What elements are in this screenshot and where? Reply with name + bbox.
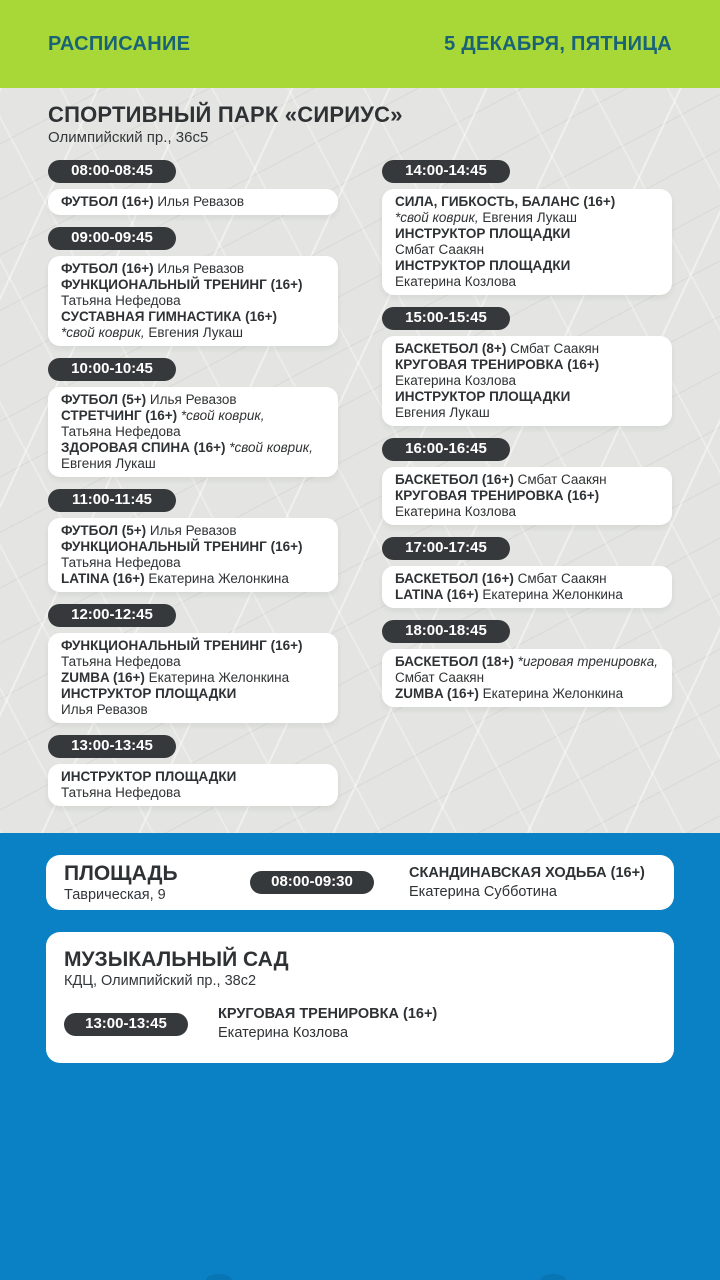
schedule-line: Екатерина Козлова: [395, 504, 517, 519]
time-pill: 13:00-13:45: [48, 735, 176, 758]
schedule-line: ФУТБОЛ (5+) Илья Ревазов: [61, 392, 237, 407]
schedule-columns: [48, 160, 672, 818]
time-pill: 12:00-12:45: [48, 604, 176, 627]
schedule-card: [48, 189, 338, 215]
schedule-line: ZUMBA (16+) Екатерина Желонкина: [395, 686, 624, 701]
schedule-block: [48, 489, 338, 592]
activity-title: КРУГОВАЯ ТРЕНИРОВКА (16+): [218, 1006, 438, 1022]
schedule-block: [382, 307, 672, 426]
schedule-block: [382, 537, 672, 608]
activity-block: [409, 864, 645, 902]
time-pill: 11:00-11:45: [48, 489, 176, 512]
schedule-column-right: [382, 160, 672, 818]
activity-person: Екатерина Козлова: [218, 1025, 349, 1041]
schedule-line: СТРЕТЧИНГ (16+) *свой коврик,: [61, 408, 265, 423]
schedule-line: Илья Ревазов: [61, 702, 148, 717]
page-title: РАСПИСАНИЕ: [48, 32, 191, 55]
schedule-line: Смбат Саакян: [395, 242, 485, 257]
schedule-line: ИНСТРУКТОР ПЛОЩАДКИ: [395, 258, 571, 273]
schedule-line: *свой коврик, Евгения Лукаш: [61, 325, 244, 340]
schedule-card: [48, 387, 338, 477]
time-pill: 16:00-16:45: [382, 438, 510, 461]
schedule-line: ЗДОРОВАЯ СПИНА (16+) *свой коврик,: [61, 440, 313, 455]
main-venue-address: Олимпийский пр., 36с5: [48, 129, 209, 146]
schedule-card: [48, 764, 338, 806]
schedule-line: LATINA (16+) Екатерина Желонкина: [395, 587, 623, 602]
venue-name: МУЗЫКАЛЬНЫЙ САД: [64, 948, 289, 971]
schedule-line: БАСКЕТБОЛ (16+) Смбат Саакян: [395, 571, 607, 586]
schedule-line: ФУТБОЛ (16+) Илья Ревазов: [61, 261, 245, 276]
venue-card-plaza: [46, 855, 674, 910]
schedule-line: ИНСТРУКТОР ПЛОЩАДКИ: [395, 226, 571, 241]
schedule-line: ФУНКЦИОНАЛЬНЫЙ ТРЕНИНГ (16+): [61, 539, 303, 554]
venue-name: ПЛОЩАДЬ: [64, 861, 178, 885]
schedule-block: [48, 227, 338, 346]
schedule-line: ФУНКЦИОНАЛЬНЫЙ ТРЕНИНГ (16+): [61, 277, 303, 292]
venue-address: КДЦ, Олимпийский пр., 38с2: [64, 973, 257, 989]
schedule-line: Татьяна Нефедова: [61, 424, 181, 439]
schedule-line: БАСКЕТБОЛ (16+) Смбат Саакян: [395, 472, 607, 487]
schedule-block: [48, 160, 338, 215]
time-pill: 08:00-09:30: [250, 871, 374, 894]
schedule-block: [382, 620, 672, 707]
venue-card-garden: [46, 932, 674, 1063]
venue-head: [64, 862, 250, 904]
time-pill: 13:00-13:45: [64, 1013, 188, 1036]
time-pill: 15:00-15:45: [382, 307, 510, 330]
schedule-line: Смбат Саакян: [395, 670, 485, 685]
schedule-line: СИЛА, ГИБКОСТЬ, БАЛАНС (16+): [395, 194, 616, 209]
time-pill: 10:00-10:45: [48, 358, 176, 381]
schedule-card: [382, 566, 672, 608]
schedule-column-left: [48, 160, 338, 818]
schedule-line: ИНСТРУКТОР ПЛОЩАДКИ: [61, 686, 237, 701]
schedule-card: [48, 518, 338, 592]
main-venue-section: [0, 88, 720, 833]
cutoff-logo-mark: [206, 1274, 232, 1280]
activity-person: Екатерина Субботина: [409, 883, 557, 900]
schedule-card: [382, 336, 672, 426]
schedule-block: [48, 735, 338, 806]
schedule-card: [382, 189, 672, 295]
schedule-line: ФУТБОЛ (5+) Илья Ревазов: [61, 523, 237, 538]
time-pill: 14:00-14:45: [382, 160, 510, 183]
main-venue-name: СПОРТИВНЫЙ ПАРК «СИРИУС»: [48, 102, 403, 127]
schedule-line: КРУГОВАЯ ТРЕНИРОВКА (16+): [395, 488, 600, 503]
schedule-block: [382, 160, 672, 295]
time-pill: 09:00-09:45: [48, 227, 176, 250]
time-pill: 17:00-17:45: [382, 537, 510, 560]
schedule-line: Татьяна Нефедова: [61, 555, 181, 570]
schedule-line: Екатерина Козлова: [395, 274, 517, 289]
venue-schedule-row: [64, 1005, 656, 1043]
venue-address: Таврическая, 9: [64, 886, 166, 903]
schedule-line: LATINA (16+) Екатерина Желонкина: [61, 571, 289, 586]
schedule-line: Татьяна Нефедова: [61, 654, 181, 669]
header-date: 5 ДЕКАБРЯ, ПЯТНИЦА: [444, 32, 672, 55]
schedule-card: [48, 256, 338, 346]
schedule-block: [48, 604, 338, 723]
schedule-line: Евгения Лукаш: [61, 456, 156, 471]
schedule-block: [382, 438, 672, 525]
schedule-line: КРУГОВАЯ ТРЕНИРОВКА (16+): [395, 357, 600, 372]
schedule-line: Татьяна Нефедова: [61, 785, 181, 800]
header-bar: [0, 0, 720, 88]
schedule-line: БАСКЕТБОЛ (8+) Смбат Саакян: [395, 341, 600, 356]
schedule-card: [382, 649, 672, 707]
schedule-line: Евгения Лукаш: [395, 405, 490, 420]
schedule-block: [48, 358, 338, 477]
schedule-line: Татьяна Нефедова: [61, 293, 181, 308]
schedule-card: [48, 633, 338, 723]
schedule-line: ZUMBA (16+) Екатерина Желонкина: [61, 670, 290, 685]
cutoff-logo-mark: [540, 1274, 566, 1280]
schedule-line: ИНСТРУКТОР ПЛОЩАДКИ: [61, 769, 237, 784]
activity-title: СКАНДИНАВСКАЯ ХОДЬБА (16+): [409, 864, 645, 881]
schedule-line: ФУНКЦИОНАЛЬНЫЙ ТРЕНИНГ (16+): [61, 638, 303, 653]
schedule-line: *свой коврик, Евгения Лукаш: [395, 210, 578, 225]
schedule-line: Екатерина Козлова: [395, 373, 517, 388]
time-pill: 18:00-18:45: [382, 620, 510, 643]
schedule-line: СУСТАВНАЯ ГИМНАСТИКА (16+): [61, 309, 277, 324]
schedule-line: ИНСТРУКТОР ПЛОЩАДКИ: [395, 389, 571, 404]
schedule-line: ФУТБОЛ (16+) Илья Ревазов: [61, 194, 245, 209]
activity-block: [218, 1005, 437, 1043]
schedule-line: БАСКЕТБОЛ (18+) *игровая тренировка,: [395, 654, 658, 669]
schedule-card: [382, 467, 672, 525]
time-pill: 08:00-08:45: [48, 160, 176, 183]
extra-venues-section: [0, 833, 720, 1280]
